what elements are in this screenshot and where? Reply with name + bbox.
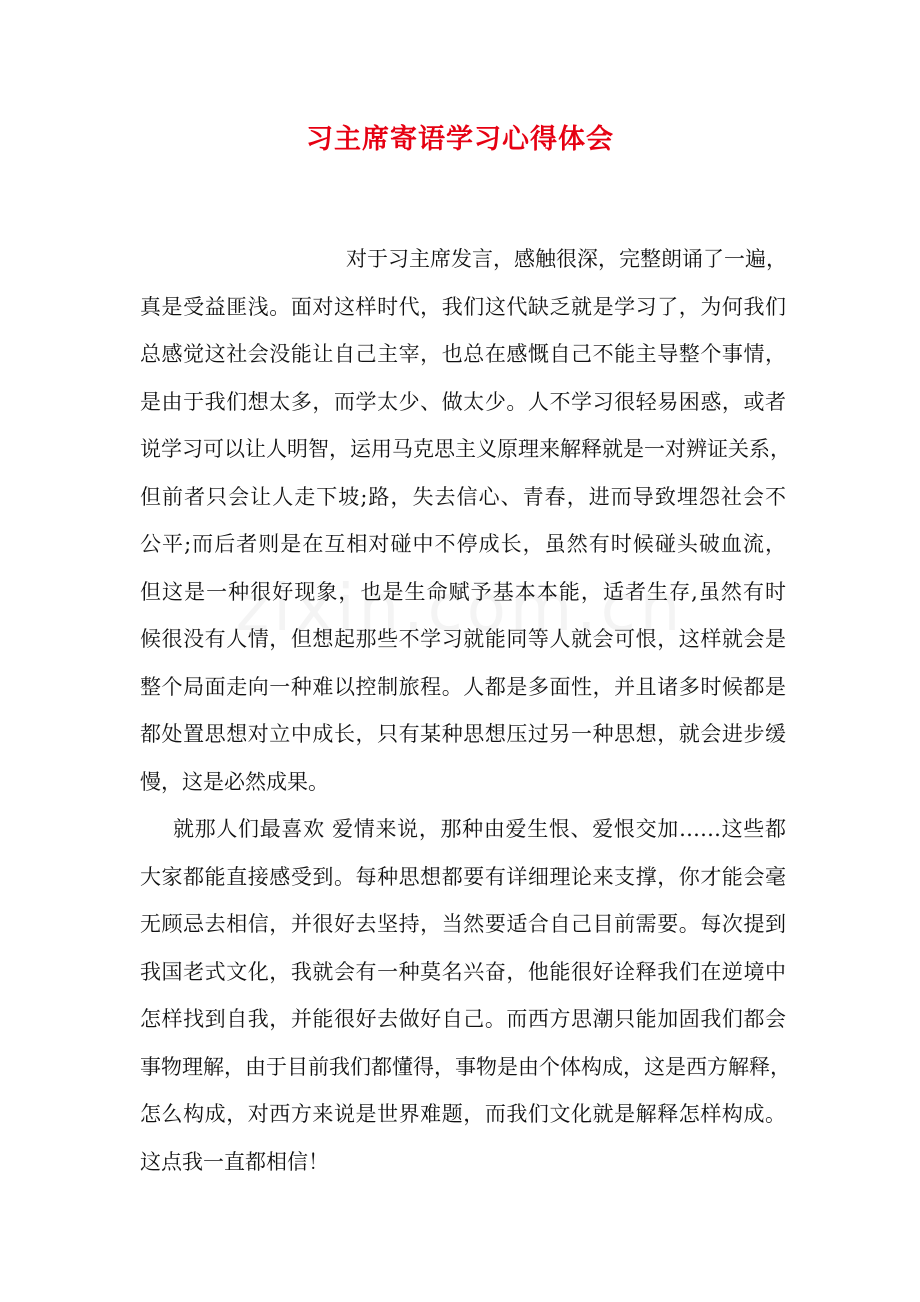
paragraph-1 [140, 236, 791, 806]
text-line: 我国老式文化，我就会有一种莫名兴奋，他能很好诠释我们在逆境中 [140, 959, 786, 984]
text-line: 公平;而后者则是在互相对碰中不停成长，虽然有时候碰头破血流， [140, 532, 786, 556]
text-line: 对于习主席发言，感触很深，完整朗诵了一遍， [346, 247, 787, 271]
text-line: 候很没有人情，但想起那些不学习就能同等人就会可恨，这样就会是 [140, 627, 786, 651]
text-line: 事物理解，由于目前我们都懂得，事物是由个体构成，这是西方解释， [140, 1054, 791, 1079]
text-line: 整个局面走向一种难以控制旅程。人都是多面性，并且诸多时候都是 [140, 674, 786, 699]
text-line: 怎么构成，对西方来说是世界难题，而我们文化就是解释怎样构成。 [140, 1102, 786, 1126]
document-body [140, 236, 791, 1186]
text-line: 但前者只会让人走下坡;路，失去信心、青春，进而导致埋怨社会不 [140, 484, 786, 509]
paragraph-2 [140, 806, 791, 1186]
text-line: 真是受益匪浅。面对这样时代，我们这代缺乏就是学习了，为何我们 [140, 294, 786, 319]
text-line: 无顾忌去相信，并很好去坚持，当然要适合自己目前需要。每次提到 [140, 912, 786, 936]
document-title: 习主席寄语学习心得体会 [306, 124, 614, 155]
text-line: 说学习可以让人明智，运用马克思主义原理来解释就是一对辨证关系， [140, 437, 791, 461]
text-line: 都处置思想对立中成长，只有某种思想压过另一种思想，就会进步缓 [140, 722, 786, 746]
text-line: 但这是一种很好现象，也是生命赋予基本本能，适者生存,虽然有时 [140, 579, 786, 604]
text-line: 是由于我们想太多，而学太少、做太少。人不学习很轻易困惑，或者 [140, 389, 786, 414]
text-line: 就那人们最喜欢 爱情来说，那种由爱生恨、爱恨交加……这些都 [173, 817, 786, 841]
text-line: 慢，这是必然成果。 [140, 769, 329, 794]
text-line: 这点我一直都相信！ [140, 1149, 329, 1174]
text-line: 大家都能直接感受到。每种思想都要有详细理论来支撑，你才能会毫 [140, 864, 786, 889]
text-line: 怎样找到自我，并能很好去做好自己。而西方思潮只能加固我们都会 [140, 1007, 786, 1031]
text-line: 总感觉这社会没能让自己主宰，也总在感慨自己不能主导整个事情， [140, 342, 786, 366]
